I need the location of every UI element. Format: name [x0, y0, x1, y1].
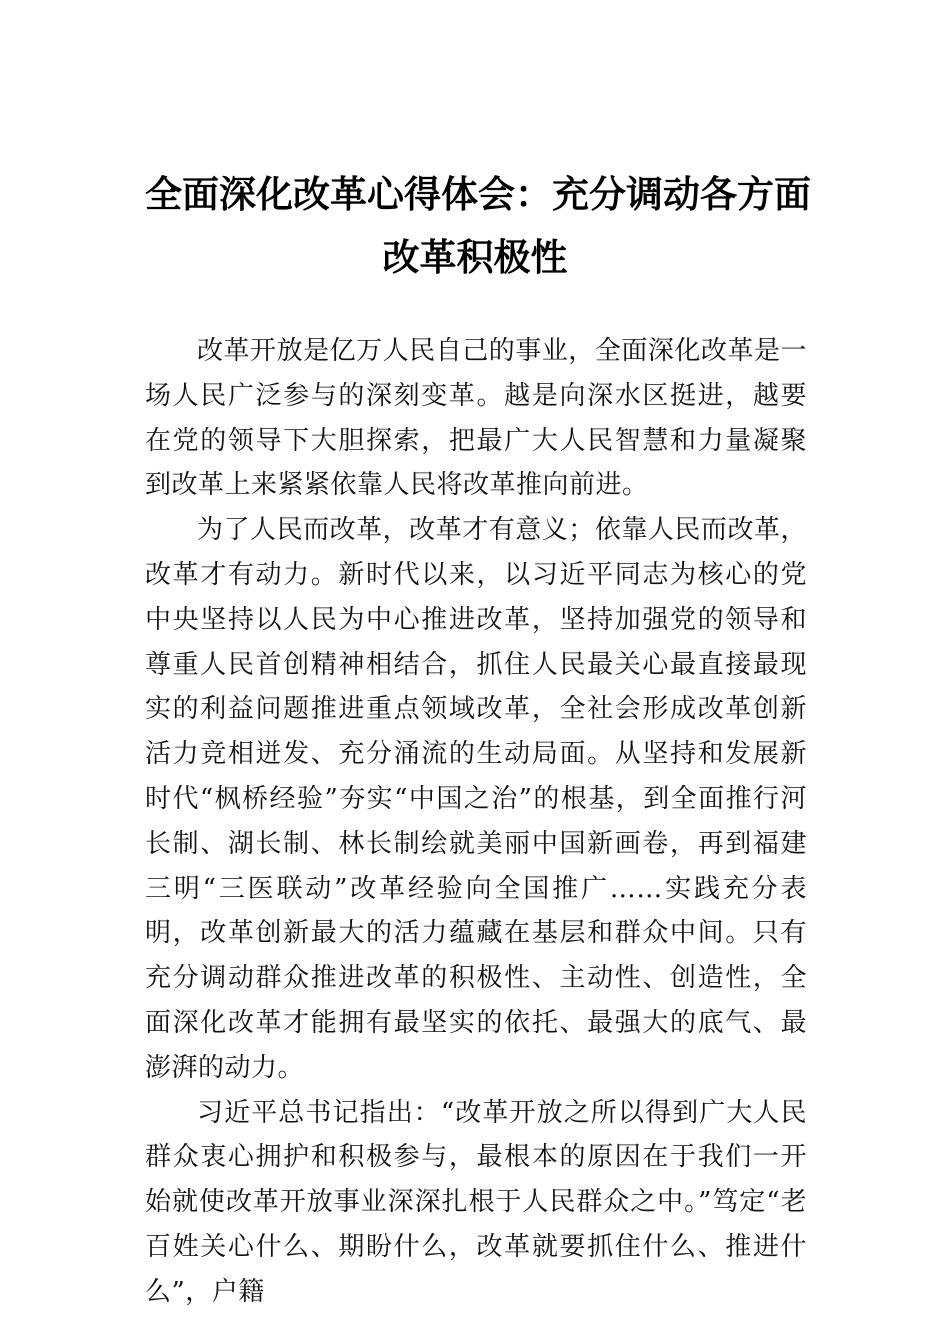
- document-title-line-2: 改革积极性: [382, 235, 568, 279]
- paragraph-2: 为了人民而改革，改革才有意义；依靠人民而改革，改革才有动力。新时代以来，以习近平同志为核心的党中央坚持以人民为中心推进改革，坚持加强党的领导和尊重人民首创精神相结合，抓住人民最关心最直接最现实的利益问题推进重点领域改革，全社会形成改革创新活力竞相迸发、充分涌流的生动局面。从坚持和发展新时代“枫桥经验”夯实“中国之治”的根基，到全面推行河长制、湖长制、林长制绘就美丽中国新画卷，再到福建三明“三医联动”改革经验向全国推广……实践充分表明，改革创新最大的活力蕴藏在基层和群众中间。只有充分调动群众推进改革的积极性、主动性、创造性，全面深化改革才能拥有最坚实的依托、最强大的底气、最澎湃的动力。: [145, 515, 807, 1083]
- document-title-line-1: 全面深化改革心得体会：充分调动各方面: [145, 172, 811, 216]
- paragraph-1: 改革开放是亿万人民自己的事业，全面深化改革是一场人民广泛参与的深刻变革。越是向深水区挺进，越要在党的领导下大胆探索，把最广大人民智慧和力量凝聚到改革上来紧紧依靠人民将改革推向前进。: [145, 336, 807, 501]
- paragraph-3: 习近平总书记指出：“改革开放之所以得到广大人民群众衷心拥护和积极参与，最根本的原因在于我们一开始就使改革开放事业深深扎根于人民群众之中。”笃定“老百姓关心什么、期盼什么，改革就要抓住什么、推进什么”，户籍: [145, 1097, 807, 1307]
- document-body: [145, 329, 807, 1315]
